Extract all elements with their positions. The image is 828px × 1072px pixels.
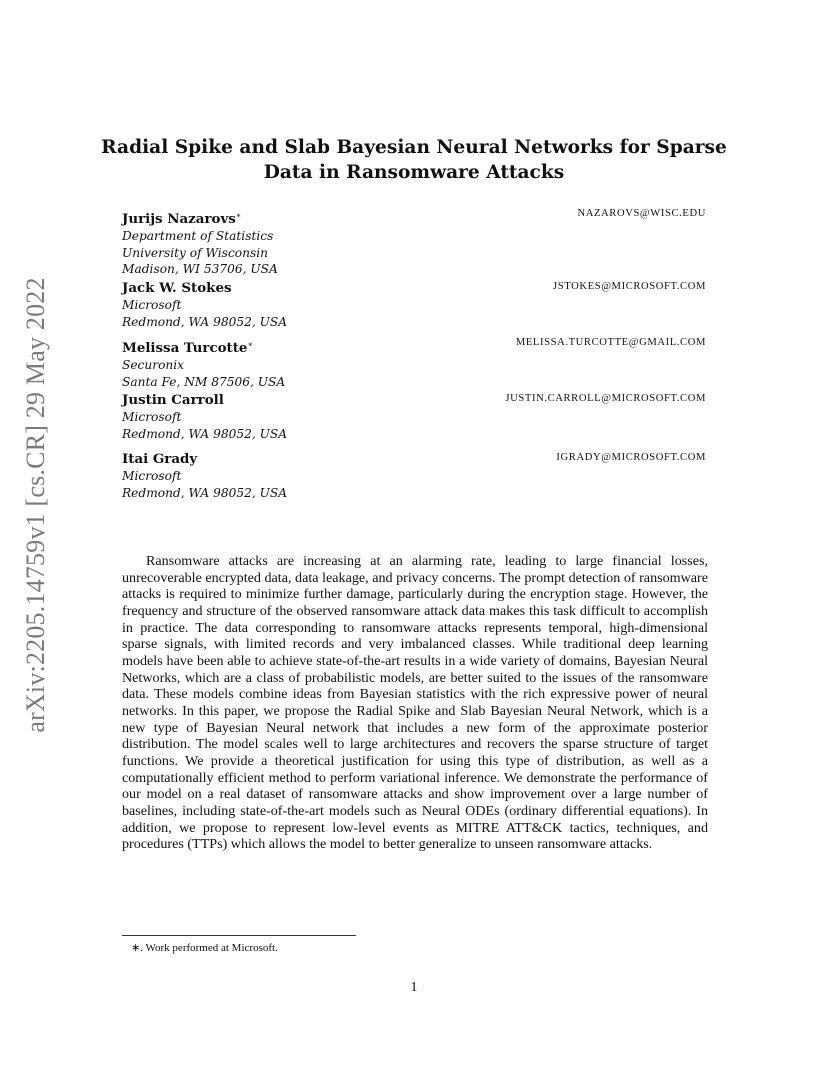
arxiv-identifier: arXiv:2205.14759v1 [cs.CR] 29 May 2022 bbox=[21, 277, 50, 733]
author-affiliation-line: Santa Fe, NM 87506, USA bbox=[122, 374, 286, 389]
author-affiliation-line: Microsoft bbox=[122, 298, 182, 312]
author-block bbox=[122, 207, 708, 278]
author-affiliation-line: Redmond, WA 98052, USA bbox=[122, 426, 288, 441]
author-email: JUSTIN.CARROLL@MICROSOFT.COM bbox=[505, 393, 706, 404]
author-name: Jack W. Stokes bbox=[122, 280, 232, 296]
author-block bbox=[122, 451, 708, 501]
author-footnote-mark: ∗ bbox=[235, 211, 242, 220]
title-line: Data in Ransomware Attacks bbox=[263, 162, 565, 183]
author-email: MELISSA.TURCOTTE@GMAIL.COM bbox=[515, 337, 706, 348]
author-affiliation-line: Redmond, WA 98052, USA bbox=[122, 314, 288, 329]
footnote-divider bbox=[122, 935, 356, 936]
page-number: 1 bbox=[410, 980, 418, 995]
author-block bbox=[122, 280, 708, 330]
title-line: Radial Spike and Slab Bayesian Neural Networks for Sparse bbox=[101, 137, 727, 158]
abstract-text: Ransomware attacks are increasing at an alarming rate, leading to large financial losses, unrecoverable encrypted data, data leakage, and privacy concerns. The prompt detection of ransomware attacks is required to minimize further damage, particularly during the encryption stage. However, the frequency and structure of the observed ransomware attack data makes this task difficult to accomplish in practice. The data corresponding to ransomware attacks represents temporal, high-dimensional sparse signals, with limited records and very imbalanced classes. While traditional deep learning models have been able to achieve state-of-the-art results in a wide variety of domains, Bayesian Neural Networks, which are a class of probabilistic models, are better suited to the issues of the ransomware data. These models combine ideas from Bayesian statistics with the rich expressive power of neural networks. In this paper, we propose the Radial Spike and Slab Bayesian Neural Network, which is a new type of Bayesian Neural network that includes a new form of the approximate posterior distribution. The model scales well to large architectures and recovers the sparse structure of target functions. We provide a theoretical justification for using this type of distribution, as well as a computationally efficient method to perform variational inference. We demonstrate the performance of our model on a real dataset of ransomware attacks and show improvement over a large number of baselines, including state-of-the-art models such as Neural ODEs (ordinary differential equations). In addition, we propose to represent low-level events as MITRE ATT&CK tactics, techniques, and procedures (TTPs) which allows the model to better generalize to unseen ransomware attacks. bbox=[122, 553, 708, 853]
author-name: Jurijs Nazarovs∗ bbox=[122, 211, 242, 227]
author-block bbox=[122, 336, 708, 390]
author-affiliation-line: Madison, WI 53706, USA bbox=[122, 262, 278, 276]
author-affiliation-line: University of Wisconsin bbox=[122, 245, 268, 260]
author-block bbox=[122, 392, 708, 442]
author-email: NAZAROVS@WISC.EDU bbox=[577, 208, 706, 219]
author-name: Justin Carroll bbox=[122, 392, 224, 408]
author-name: Itai Grady bbox=[122, 451, 198, 467]
author-affiliation-line: Securonix bbox=[122, 358, 185, 372]
author-affiliation-line: Redmond, WA 98052, USA bbox=[122, 485, 288, 500]
footnote: ∗. Work performed at Microsoft. bbox=[131, 942, 278, 954]
author-affiliation-line: Microsoft bbox=[122, 469, 182, 483]
author-email: IGRADY@MICROSOFT.COM bbox=[556, 452, 706, 463]
author-name: Melissa Turcotte∗ bbox=[122, 340, 253, 356]
author-affiliation-line: Department of Statistics bbox=[122, 229, 274, 243]
author-email: JSTOKES@MICROSOFT.COM bbox=[553, 281, 706, 292]
author-footnote-mark: ∗ bbox=[247, 340, 253, 349]
paper-title bbox=[100, 135, 728, 185]
author-affiliation-line: Microsoft bbox=[122, 410, 182, 424]
